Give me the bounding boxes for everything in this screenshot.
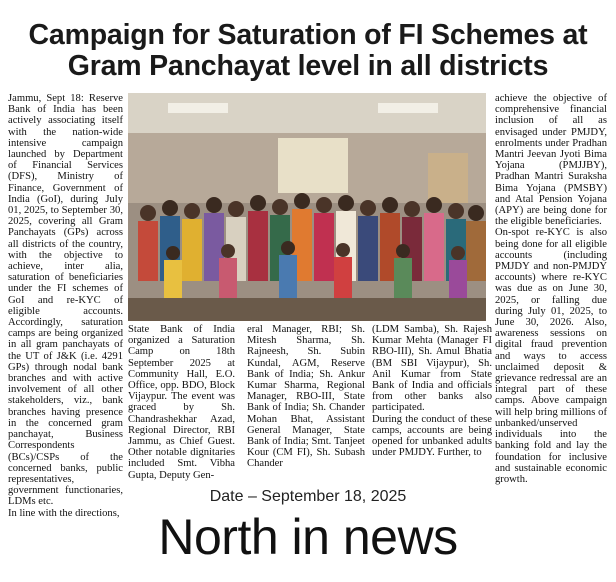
group-photo-illustration — [128, 93, 486, 321]
article-paragraph: In line with the directions, — [8, 507, 120, 519]
article-paragraph: achieve the objective of comprehensive financial inclusion of all as envisaged under PMJDY, enrolments under Pradhan Mantri Jeevan Jyoti Bima Yojana (PMJJBY), Pradhan Mantri Suraksha Bima Yojana (PMSBY) and Atal Pension Yojana (APY) are being done for the eligible beneficiaries. — [495, 93, 607, 228]
headline-line-1: Campaign for Saturation of FI Schemes at — [28, 19, 588, 51]
article-paragraph: State Bank of India organized a Saturation Camp on 18th September 2025 at Community Hall, E.O. Office, opp. BDO, Block Vijaypur. The event was graced by Sh. Chandrashekhar Azad, Regional Director, RBI Jammu, as Chief Guest. Other notable dignitaries included Smt. Vibha Gupta, Deputy Gen- — [128, 324, 235, 481]
article-paragraph: During the conduct of these camps, accounts are being opened for unbanked adults under PMJDY. Further, to — [372, 413, 492, 459]
article-column-4 — [372, 324, 492, 458]
publication-name: North in news — [158, 509, 458, 565]
article-paragraph: (LDM Samba), Sh. Rajesh Kumar Mehta (Manager FI RBO-III), Sh. Amul Bhatia (BM SBI Vijaypur), Sh. Anil Kumar from State Bank of India and officials from other banks also participated. — [372, 324, 492, 414]
article-paragraph: eral Manager, RBI; Sh. Mitesh Sharma, Sh. Rajneesh, Sh. Subin Kundal, AGM, Reserve Bank of India; Sh. Ankur Kumar Sharma, Regional Manager, RBO-III, State Bank of India; Sh. Chander Mohan Bhat, Assistant General Manager, State Bank of India; Smt. Tanjeet Kour (CM FI), Sh. Subash Chander — [247, 324, 365, 470]
article-paragraph: On-spot re-KYC is also being done for all eligible accounts (including PMJDY and non-PMJDY accounts) where re-KYC was due as on June 30, 2025, or falling due during July 01, 2025, to June 30, 2026. Also, awareness sessions on digital fraud prevention and ways to access unclaimed deposit & grievance redressal are an integral part of these camps. Above campaign will help bring millions of unbanked/unserved individuals into the banking fold and lay the foundation for inclusive and sustainable economic growth. — [495, 227, 607, 485]
headline-line-2: Gram Panchayat level in all districts — [67, 50, 549, 82]
headline — [0, 20, 616, 82]
event-photo — [128, 93, 486, 321]
article-paragraph: Jammu, Sept 18: Reserve Bank of India has been actively associating itself with the nation-wide intensive campaign launched by Department of Financial Services (DFS), Ministry of Finance, Government of India (GoI), during July 01, 2025, to September 30, 2025, covering all Gram Panchayats (GPs) across all districts of the country, with the objective to achieve, inter alia, saturation of beneficiaries under the FI schemes of GoI and re-KYC of eligible accounts. Accordingly, saturation camps are being organized in all gram panchayats of the UT of J&K (i.e. 4291 GPs) through nodal bank branches and with active involvement of all other stakeholders, viz., bank branches having presence in the concerned gram panchayat, Business Correspondents (BCs)/CSPs of the concerned banks, public representatives, government functionaries, LDMs etc. — [8, 93, 123, 508]
article-column-2 — [128, 324, 235, 481]
article-column-1 — [8, 93, 123, 519]
article-column-3 — [247, 324, 365, 470]
date-line: Date – September 18, 2025 — [209, 488, 407, 505]
clipped-previous-text — [120, 0, 500, 4]
article-column-5 — [495, 93, 607, 485]
